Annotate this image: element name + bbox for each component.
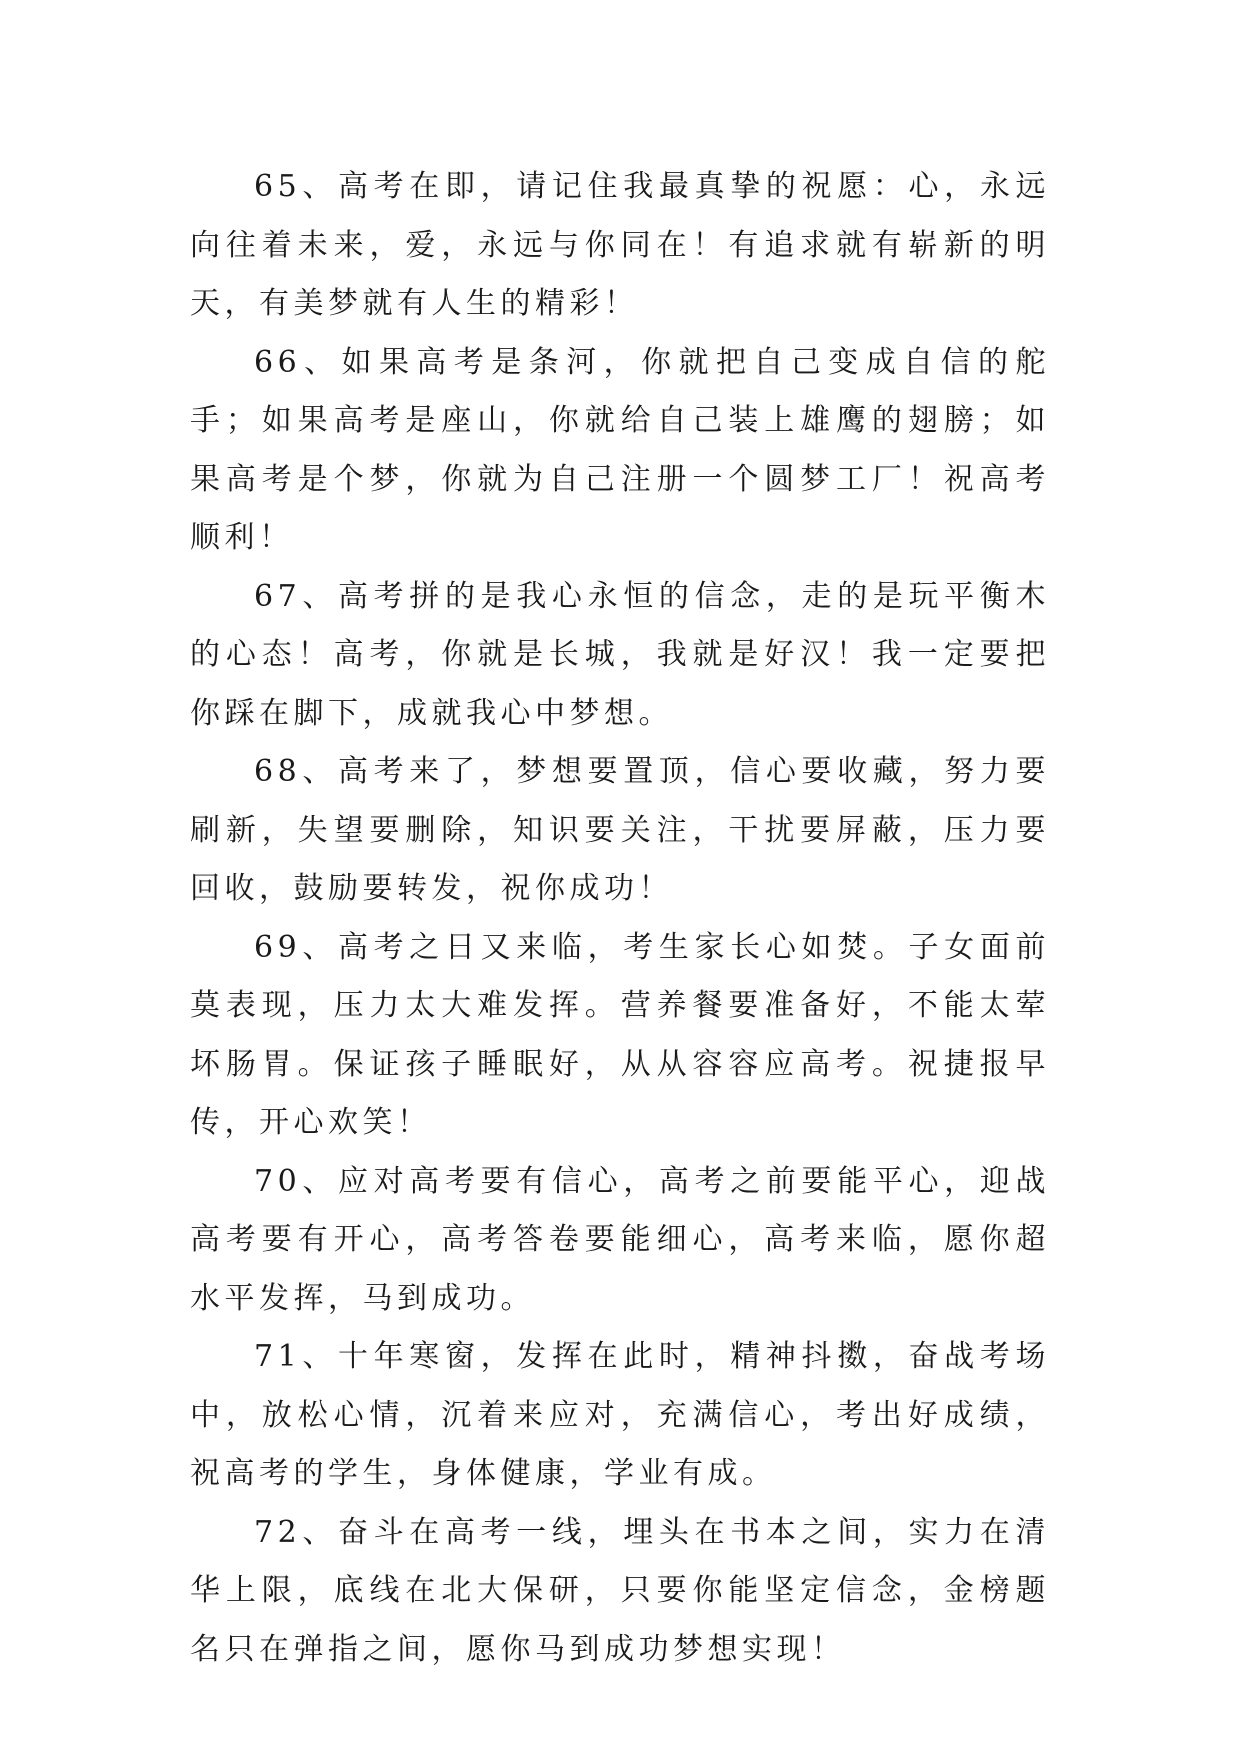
document-body <box>190 158 1050 1679</box>
paragraph-70: 70、应对高考要有信心，高考之前要能平心，迎战高考要有开心，高考答卷要能细心，高考来临，愿你超水平发挥，马到成功。 <box>190 1163 1050 1316</box>
paragraph-71: 71、十年寒窗，发挥在此时，精神抖擞，奋战考场中，放松心情，沉着来应对，充满信心，考出好成绩，祝高考的学生，身体健康，学业有成。 <box>190 1339 1050 1491</box>
paragraph-66: 66、如果高考是条河，你就把自己变成自信的舵手；如果高考是座山，你就给自己装上雄鹰的翅膀；如果高考是个梦，你就为自己注册一个圆梦工厂！祝高考顺利！ <box>190 344 1050 555</box>
paragraph-69: 69、高考之日又来临，考生家长心如焚。子女面前莫表现，压力太大难发挥。营养餐要准备好，不能太荤坏肠胃。保证孩子睡眠好，从从容容应高考。祝捷报早传，开心欢笑！ <box>190 929 1050 1140</box>
paragraph-68: 68、高考来了，梦想要置顶，信心要收藏，努力要刷新，失望要删除，知识要关注，干扰要屏蔽，压力要回收，鼓励要转发，祝你成功！ <box>190 754 1050 906</box>
paragraph-67: 67、高考拼的是我心永恒的信念，走的是玩平衡木的心态！高考，你就是长城，我就是好汉！我一定要把你踩在脚下，成就我心中梦想。 <box>190 578 1050 731</box>
paragraph-72: 72、奋斗在高考一线，埋头在书本之间，实力在清华上限，底线在北大保研，只要你能坚定信念，金榜题名只在弹指之间，愿你马到成功梦想实现！ <box>190 1514 1050 1667</box>
paragraph-65: 65、高考在即，请记住我最真挚的祝愿：心，永远向往着未来，爱，永远与你同在！有追求就有崭新的明天，有美梦就有人生的精彩！ <box>190 169 1050 321</box>
